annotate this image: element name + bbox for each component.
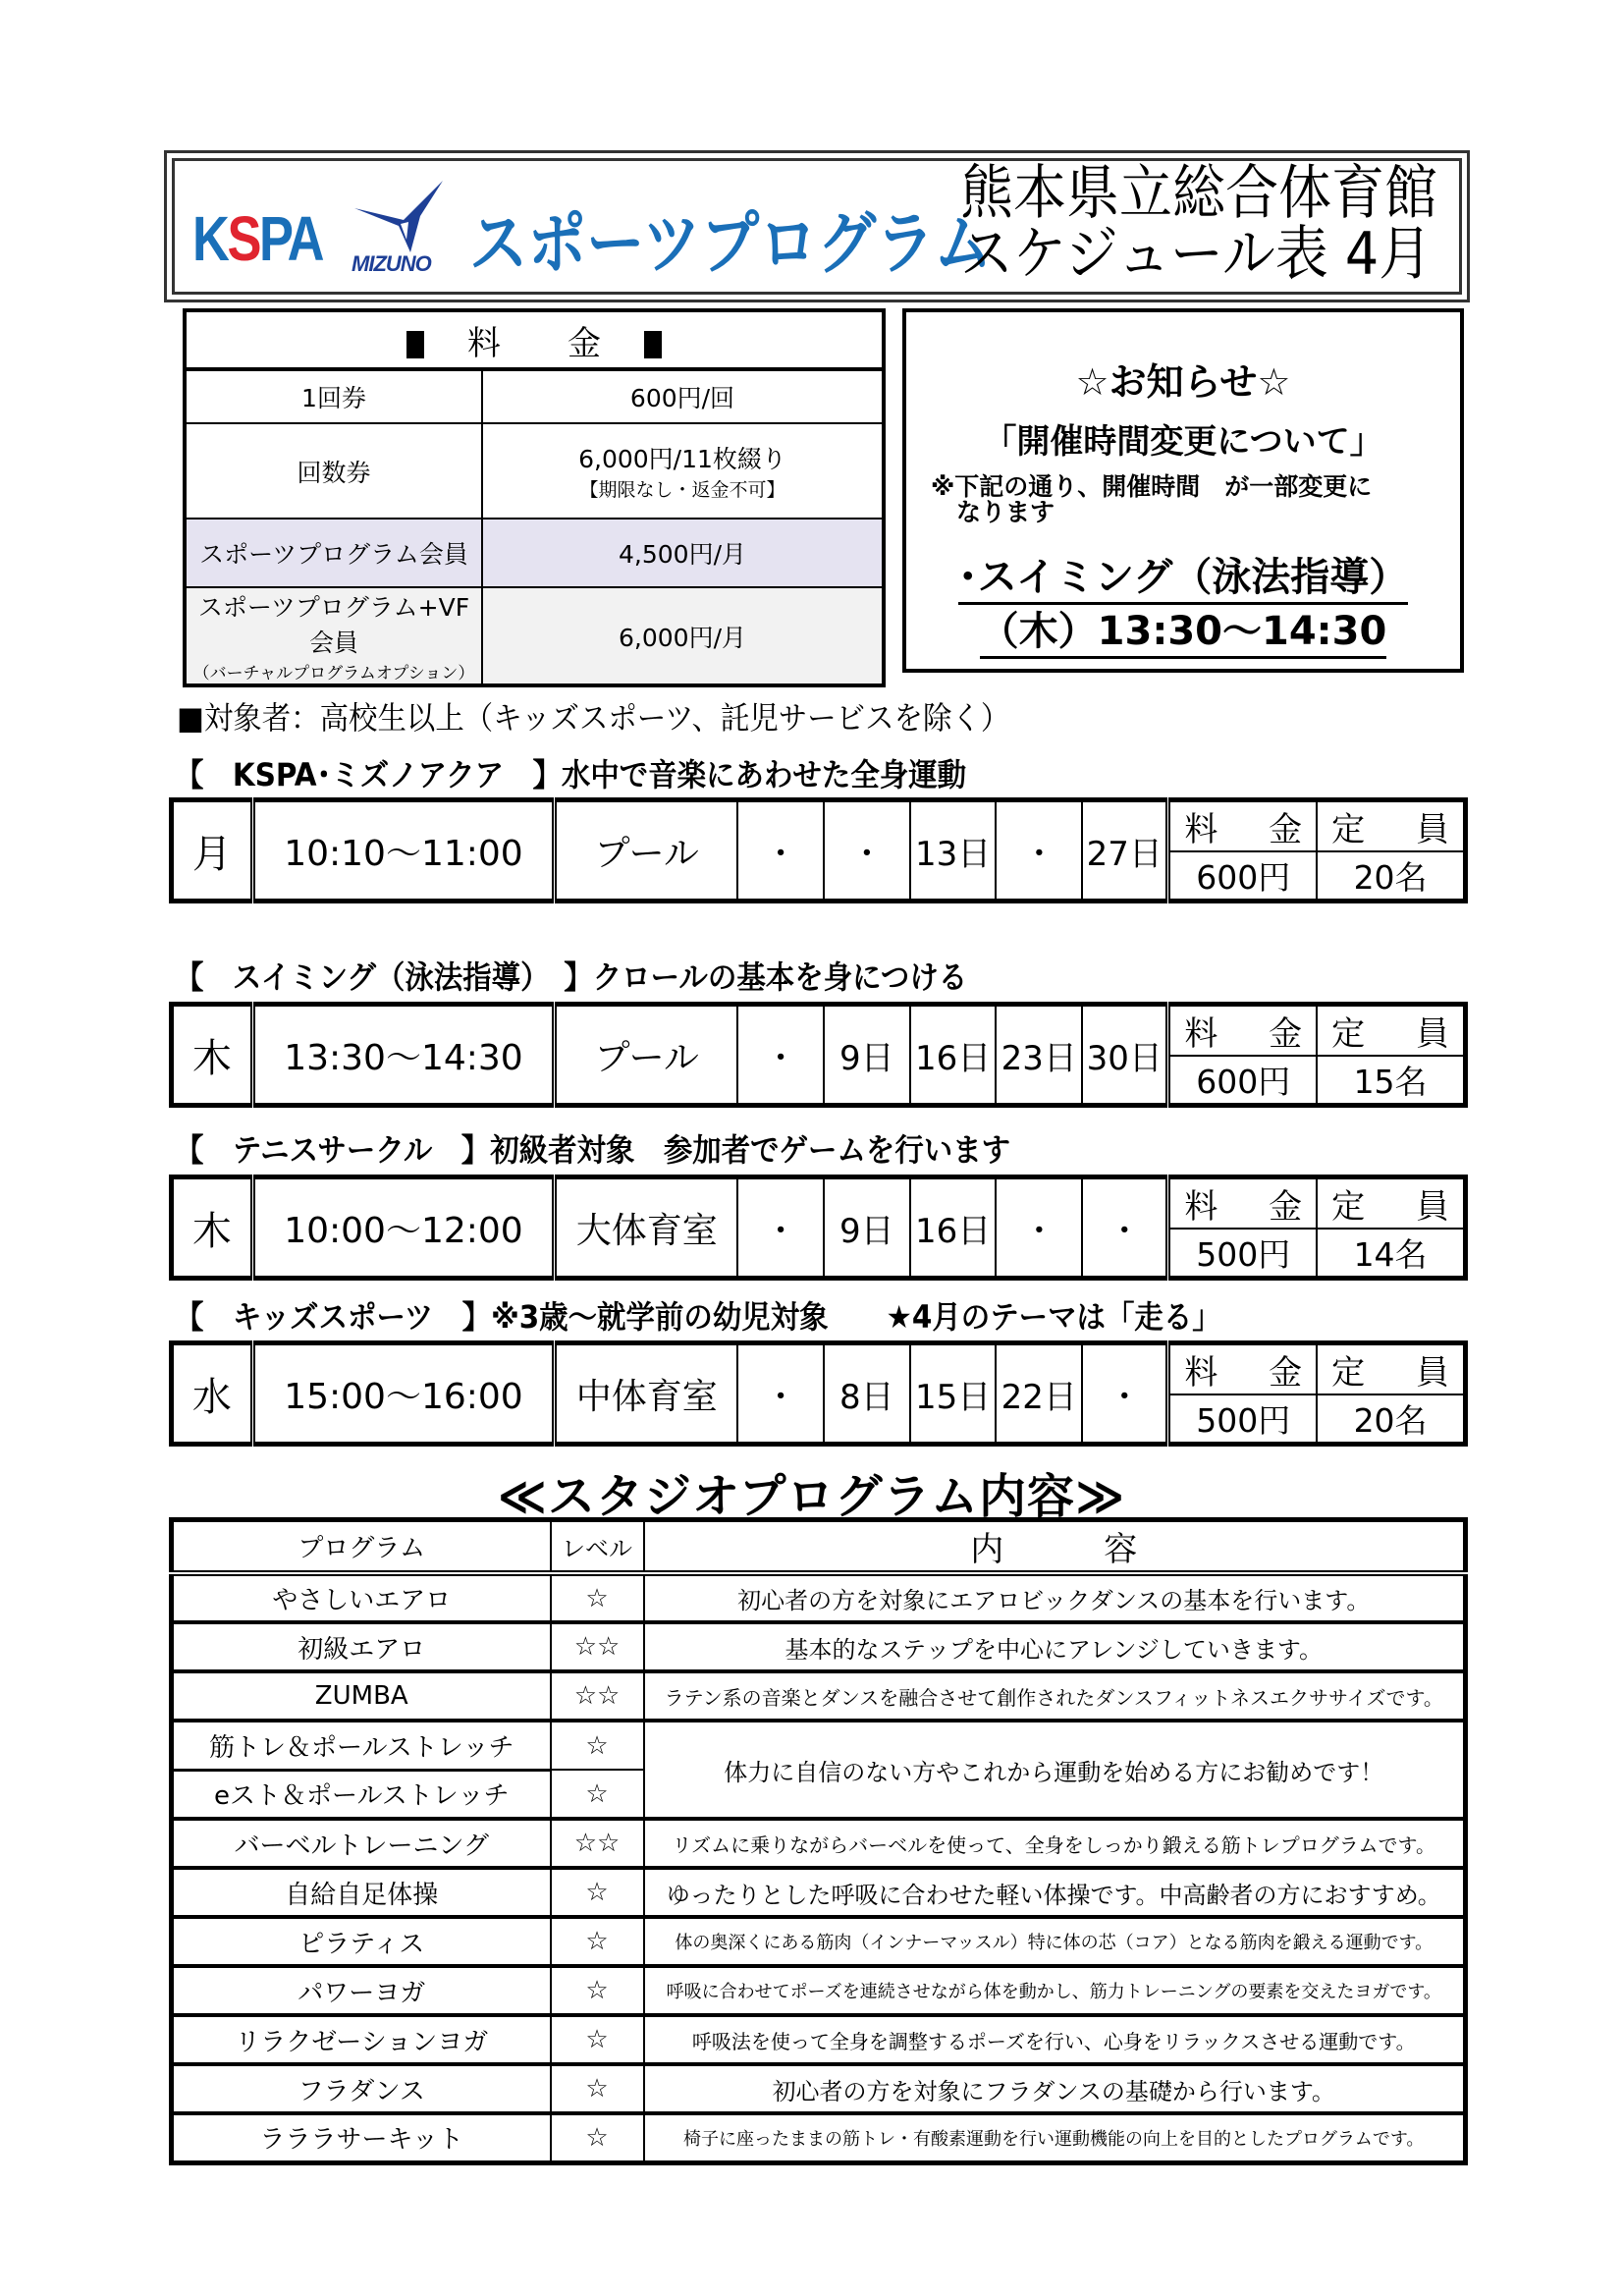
schedule-title: スケジュール表 4月 — [960, 220, 1433, 289]
notice-time-text: （木）13:30～14:30 — [980, 609, 1387, 659]
studio-row — [172, 1819, 1466, 1868]
notice-note-line: ※下記の通り、開催時間 が一部変更に — [931, 472, 1373, 501]
notice-note — [931, 474, 1441, 525]
fee-label: 料金 — [1168, 1005, 1317, 1057]
kspa-logo-pa: PA — [258, 203, 323, 274]
date-cell: ・ — [737, 1343, 824, 1445]
fee-label: スポーツプログラム+VF会員 — [197, 593, 470, 657]
fee-value: 500円 — [1168, 1394, 1317, 1445]
fee-value: 6,000円/月 — [482, 587, 884, 685]
fee-title: 料 金 — [467, 323, 601, 363]
program-title: 【 テニスサークル 】初級者対象 参加者でゲームを行います — [175, 1131, 1011, 1169]
capacity-value: 15名 — [1317, 1056, 1465, 1106]
date-cell: 27日 — [1082, 800, 1168, 902]
level-stars: ☆☆ — [551, 1819, 644, 1868]
capacity-label: 定員 — [1317, 1005, 1465, 1057]
time-range: 13:30～14:30 — [252, 1005, 555, 1106]
fee-value: 6,000円/11枚綴り — [578, 445, 786, 473]
date-cell: ・ — [737, 1005, 824, 1106]
fee-row — [185, 423, 884, 519]
col-header-content: 内 容 — [644, 1520, 1466, 1574]
date-cell: 9日 — [824, 1177, 910, 1279]
time-range: 10:00～12:00 — [252, 1177, 555, 1279]
program-description: 体の奥深くにある筋肉（インナーマッスル）特に体の芯（コア）となる筋肉を鍛える運動です。 — [644, 1917, 1466, 1966]
notice-program-name: ･スイミング（泳法指導） — [958, 555, 1408, 605]
level-stars: ☆ — [551, 2113, 644, 2162]
program-description: リズムに乗りながらバーベルを使って、全身をしっかり鍛える筋トレプログラムです。 — [644, 1819, 1466, 1868]
program-name: バーベルトレーニング — [172, 1819, 551, 1868]
studio-row — [172, 1966, 1466, 2015]
level-stars: ☆ — [551, 2064, 644, 2113]
level-stars: ☆☆ — [551, 1671, 644, 1721]
fee-value: 600円/回 — [482, 369, 884, 423]
program-title: スポーツプログラム — [469, 203, 993, 284]
schedule-table — [169, 1340, 1468, 1447]
schedule-table — [169, 797, 1468, 903]
fee-label: 回数券 — [185, 423, 482, 519]
fee-label: 1回券 — [185, 369, 482, 423]
notice-box — [902, 308, 1464, 673]
capacity-label: 定員 — [1317, 800, 1465, 852]
fee-label: 料金 — [1168, 800, 1317, 852]
level-stars: ☆ — [551, 1721, 644, 1770]
fee-table — [183, 308, 886, 687]
fee-value-cell — [482, 423, 884, 519]
square-bullet-icon — [406, 331, 424, 358]
kspa-logo-s: S — [227, 203, 259, 274]
program-name: ラララサーキット — [172, 2113, 551, 2162]
program-description: 基本的なステップを中心にアレンジしていきます。 — [644, 1622, 1466, 1671]
program-title: 【 KSPA･ミズノアクア 】水中で音楽にあわせた全身運動 — [175, 756, 967, 793]
level-stars: ☆ — [551, 1966, 644, 2015]
weekday: 月 — [172, 800, 253, 902]
program-name: 初級エアロ — [172, 1622, 551, 1671]
date-cell: 30日 — [1082, 1005, 1168, 1106]
studio-row — [172, 1917, 1466, 1966]
venue: 中体育室 — [555, 1343, 738, 1445]
program-description: 初心者の方を対象にエアロビックダンスの基本を行います。 — [644, 1573, 1466, 1622]
date-cell: 9日 — [824, 1005, 910, 1106]
date-cell: ・ — [824, 800, 910, 902]
date-cell: ・ — [996, 800, 1082, 902]
program-description: 呼吸に合わせてポーズを連続させながら体を動かし、筋力トレーニングの要素を交えたヨガです。 — [644, 1966, 1466, 2015]
schedule-table — [169, 1002, 1468, 1108]
fee-row — [185, 587, 884, 685]
program-name: パワーヨガ — [172, 1966, 551, 2015]
notice-program — [906, 546, 1460, 602]
square-bullet-icon — [644, 331, 662, 358]
date-cell: 23日 — [996, 1005, 1082, 1106]
level-stars: ☆ — [551, 2015, 644, 2064]
capacity-value: 20名 — [1317, 851, 1465, 902]
venue: プール — [555, 800, 738, 902]
time-range: 10:10～11:00 — [252, 800, 555, 902]
notice-subtitle: 「開催時間変更について」 — [983, 422, 1383, 462]
fee-note: 【期限なし・返金不可】 — [579, 479, 785, 501]
studio-row — [172, 1622, 1466, 1671]
date-cell: ・ — [1082, 1343, 1168, 1445]
studio-row — [172, 1573, 1466, 1622]
program-description: 呼吸法を使って全身を調整するポーズを行い、心身をリラックスさせる運動です。 — [644, 2015, 1466, 2064]
program-title: 【 スイミング（泳法指導） 】クロールの基本を身につける — [175, 958, 968, 996]
mizuno-logo-text: MIZUNO — [352, 251, 431, 276]
col-header-program: プログラム — [172, 1520, 551, 1574]
kspa-logo — [192, 202, 322, 275]
notice-note-line: なります — [956, 498, 1055, 526]
program-title: 【 キッズスポーツ 】※3歳～就学前の幼児対象 ★4月のテーマは「走る」 — [175, 1298, 1221, 1336]
program-name: 筋トレ＆ポールストレッチ — [172, 1721, 551, 1770]
program-name: 自給自足体操 — [172, 1868, 551, 1917]
fee-table-header — [185, 310, 884, 369]
studio-section-title: ≪スタジオプログラム内容≫ — [497, 1469, 1126, 1524]
capacity-label: 定員 — [1317, 1343, 1465, 1395]
target-audience: ■対象者：高校生以上（キッズスポーツ、託児サービスを除く） — [177, 699, 1010, 737]
header-banner — [164, 150, 1470, 302]
date-cell: 15日 — [910, 1343, 997, 1445]
fee-label-cell — [185, 587, 482, 685]
level-stars: ☆ — [551, 1573, 644, 1622]
fee-row — [185, 369, 884, 423]
studio-program-table — [169, 1517, 1468, 2165]
date-cell: ・ — [737, 1177, 824, 1279]
level-stars: ☆ — [551, 1868, 644, 1917]
venue: 大体育室 — [555, 1177, 738, 1279]
notice-title: ☆お知らせ☆ — [1075, 360, 1291, 404]
program-description: ゆったりとした呼吸に合わせた軽い体操です。中高齢者の方におすすめ。 — [644, 1868, 1466, 1917]
date-cell: 22日 — [996, 1343, 1082, 1445]
studio-row — [172, 1868, 1466, 1917]
level-stars: ☆ — [551, 1917, 644, 1966]
fee-label: 料金 — [1168, 1343, 1317, 1395]
fee-label: スポーツプログラム会員 — [185, 519, 482, 587]
date-cell: 8日 — [824, 1343, 910, 1445]
studio-row — [172, 2113, 1466, 2162]
date-cell: 16日 — [910, 1005, 997, 1106]
program-name: やさしいエアロ — [172, 1573, 551, 1622]
program-description: 椅子に座ったままの筋トレ・有酸素運動を行い運動機能の向上を目的としたプログラムです。 — [644, 2113, 1466, 2162]
capacity-value: 20名 — [1317, 1394, 1465, 1445]
studio-row — [172, 2015, 1466, 2064]
studio-row — [172, 1721, 1466, 1770]
studio-row — [172, 1671, 1466, 1721]
time-range: 15:00～16:00 — [252, 1343, 555, 1445]
capacity-label: 定員 — [1317, 1177, 1465, 1230]
venue: プール — [555, 1005, 738, 1106]
date-cell: 13日 — [910, 800, 997, 902]
weekday: 木 — [172, 1005, 253, 1106]
program-name: eスト＆ポールストレッチ — [172, 1770, 551, 1819]
capacity-value: 14名 — [1317, 1229, 1465, 1279]
fee-label: 料金 — [1168, 1177, 1317, 1230]
fee-value: 500円 — [1168, 1229, 1317, 1279]
program-name: ZUMBA — [172, 1671, 551, 1721]
level-stars: ☆ — [551, 1770, 644, 1819]
notice-time — [906, 600, 1460, 656]
facility-name: 熊本県立総合体育館 — [960, 159, 1437, 228]
fee-row — [185, 519, 884, 587]
fee-value: 600円 — [1168, 851, 1317, 902]
program-description: ラテン系の音楽とダンスを融合させて創作されたダンスフィットネスエクササイズです。 — [644, 1671, 1466, 1721]
program-name: ピラティス — [172, 1917, 551, 1966]
program-description: 初心者の方を対象にフラダンスの基礎から行います。 — [644, 2064, 1466, 2113]
program-name: リラクゼーションヨガ — [172, 2015, 551, 2064]
weekday: 水 — [172, 1343, 253, 1445]
date-cell: 16日 — [910, 1177, 997, 1279]
weekday: 木 — [172, 1177, 253, 1279]
fee-sublabel: （バーチャルプログラムオプション） — [192, 664, 475, 683]
studio-row — [172, 2064, 1466, 2113]
date-cell: ・ — [737, 800, 824, 902]
date-cell: ・ — [1082, 1177, 1168, 1279]
col-header-level: レベル — [551, 1520, 644, 1574]
date-cell: ・ — [996, 1177, 1082, 1279]
fee-value: 4,500円/月 — [482, 519, 884, 587]
program-description: 体力に自信のない方やこれから運動を始める方にお勧めです！ — [644, 1721, 1466, 1819]
kspa-logo-k: K — [192, 203, 228, 274]
level-stars: ☆☆ — [551, 1622, 644, 1671]
studio-header-row — [172, 1520, 1466, 1574]
fee-value: 600円 — [1168, 1056, 1317, 1106]
schedule-table — [169, 1175, 1468, 1281]
program-name: フラダンス — [172, 2064, 551, 2113]
